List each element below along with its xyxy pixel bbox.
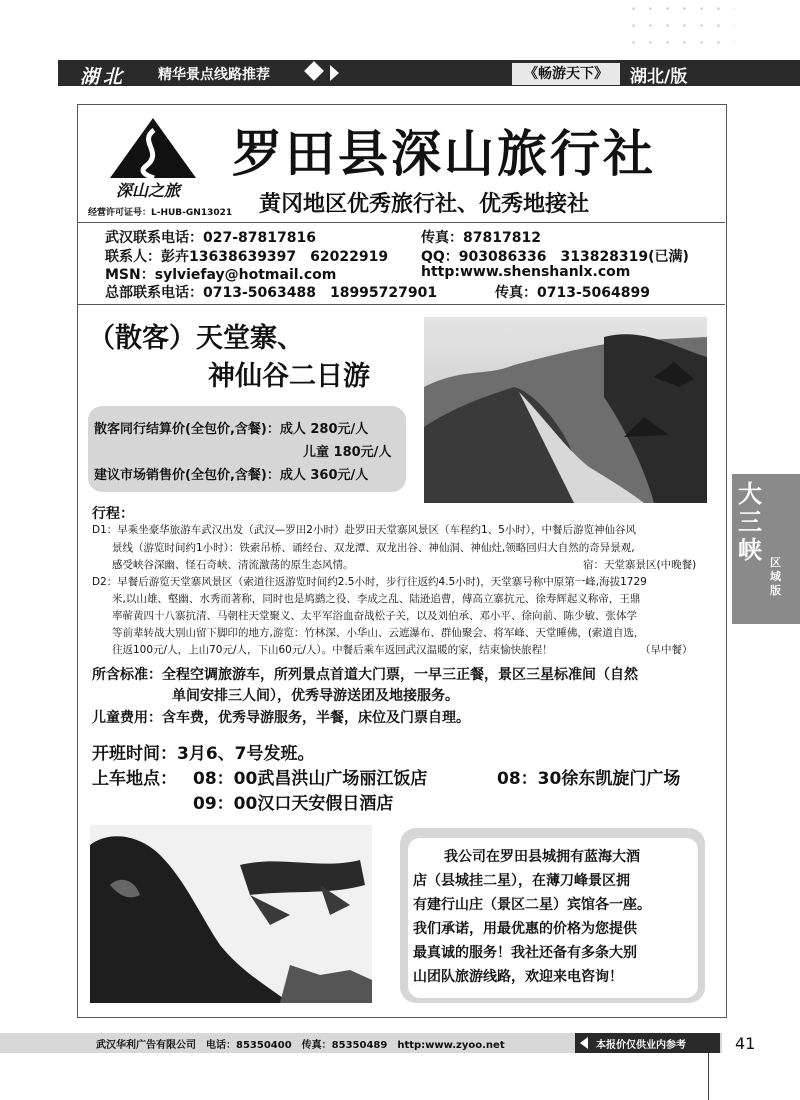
- divider: [77, 304, 725, 305]
- agency-name: 罗田县深山旅行社: [232, 124, 656, 183]
- included-standard: 单间安排三人间），优秀导游送团及地接服务。: [172, 688, 459, 704]
- footer-company: 武汉华利广告有限公司 电话：85350400 传真：85350489 http:www.zyoo.net: [96, 1040, 505, 1051]
- wuhan-phone: 武汉联系电话：027-87817816: [105, 230, 316, 246]
- website: http:www.shenshanlx.com: [421, 264, 631, 280]
- fax: 传真：87817812: [421, 230, 541, 246]
- side-tab-subtitle: 区域版: [770, 556, 781, 597]
- pickup-label: 上车地点：: [92, 769, 177, 789]
- itinerary-line: D1：早乘坐豪华旅游车武汉出发（武汉—罗田2小时）赴罗田天堂寨风景区（车程约1、5小时），中餐后游览神仙谷风: [92, 524, 637, 536]
- header-publication: 《畅游天下》: [512, 63, 620, 85]
- arrow-icon: [580, 1037, 588, 1049]
- price-line: 儿童 180元/人: [303, 445, 392, 460]
- departure-schedule: 开班时间：3月6、7号发班。: [92, 744, 315, 764]
- price-line: 建议市场销售价(全包价,含餐)：成人 360元/人: [94, 468, 369, 483]
- notice-line: 我们承诺，用最优惠的价格为您提供: [413, 921, 637, 937]
- decorative-dots: [625, 0, 735, 56]
- side-tab-title: 大三峡: [738, 479, 762, 564]
- pickup-location: 08：30徐东凯旋门广场: [497, 769, 681, 789]
- included-standard: 所含标准：全程空调旅游车，所列景点首道大门票，一早三正餐，景区三星标准间（自然: [92, 667, 638, 683]
- header-tagline: 精华景点线路推荐: [158, 67, 270, 83]
- notice-line: 山团队旅游线路，欢迎来电咨询！: [413, 969, 623, 985]
- itinerary-stay: 宿：天堂寨景区(中晚餐): [583, 559, 697, 571]
- price-line: 散客同行结算价(全包价,含餐)：成人 280元/人: [94, 422, 369, 437]
- msn: MSN：sylviefay@hotmail.com: [105, 267, 337, 283]
- qq: QQ：903086336 313828319(已满): [421, 249, 689, 265]
- itinerary-heading: 行程：: [92, 506, 134, 522]
- pickup-location: 09：00汉口天安假日酒店: [193, 794, 394, 814]
- pickup-location: 08：00武昌洪山广场丽江饭店: [193, 769, 428, 789]
- notice-line: 店（县城挂二星），在薄刀峰景区拥: [413, 873, 630, 889]
- logo-text: 深山之旅: [116, 181, 181, 200]
- itinerary-line: 米,以山雄、壑幽、水秀而著称，同时也是鸠鹚之役、李成之乱、陆逊追曹，傅高立寨抗元、徐寿辉起义称帝，王鼎: [112, 593, 641, 605]
- page-number: 41: [735, 1034, 756, 1053]
- contact-person: 联系人：彭卉13638639397 62022919: [105, 249, 389, 265]
- hq-phone: 总部联系电话：0713-5063488 18995727901: [105, 285, 438, 301]
- notice-line: 有建行山庄（景区二星）宾馆各一座。: [413, 897, 651, 913]
- itinerary-line: 等前辈转战大别山留下脚印的地方,游览：竹林深、小华山、云遮瀑布、群仙聚会、将军峰、天堂睡佛，(索道自选，: [112, 627, 645, 639]
- itinerary-line: 感受峡谷深幽、怪石奇峡、清流激荡的原生态风情。: [112, 559, 354, 571]
- child-fees: 儿童费用：含车费，优秀导游服务，半餐，床位及门票自理。: [92, 710, 470, 726]
- arrow-icon: [330, 65, 339, 81]
- itinerary-meal: （早中餐）: [640, 644, 693, 656]
- agency-subtitle: 黄冈地区优秀旅行社、优秀地接社: [259, 191, 590, 217]
- header-edition: 湖北/版: [630, 67, 688, 87]
- license-number: 经营许可证号：L-HUB-GN13021: [88, 208, 233, 218]
- notice-line: 最真诚的服务！我社还备有多条大别: [413, 945, 637, 961]
- itinerary-line: 率蕲黄四十八寨抗清、马朝柱天堂聚义、太平军浴血奋战松子关，以及刘伯承、邓小平、徐向前、陈少敏、张体学: [112, 610, 637, 622]
- divider: [77, 222, 725, 223]
- tour-title-line2: 神仙谷二日游: [208, 361, 370, 392]
- rock-pine-photo: [90, 825, 372, 1003]
- mountain-ridge-photo: [424, 317, 707, 503]
- tour-title-line1: （散客）天堂寨、: [88, 323, 304, 354]
- header-region: 湖北: [80, 66, 127, 88]
- footer-note: 本报价仅供业内参考: [596, 1040, 686, 1051]
- itinerary-line: D2：早餐后游览天堂寨风景区（索道往返游览时间约2.5小时，步行往返约4.5小时)，天堂寨号称中原第一峰,海拔1729: [92, 576, 647, 588]
- notice-line: 我公司在罗田县城拥有蓝海大酒: [444, 849, 640, 865]
- divider: [708, 1053, 709, 1100]
- itinerary-line: 往返100元/人，上山70元/人，下山60元/人）。中餐后乘车返回武汉温暖的家，结束愉快旅程！: [112, 644, 553, 656]
- mountain-logo-icon: [108, 116, 198, 180]
- itinerary-line: 景线（游览时间约1小时）：铁索吊桥、诵经台、双龙潭、双龙出谷、神仙洞、神仙灶,领略回归大自然的奇异景观,: [112, 542, 635, 554]
- hq-fax: 传真：0713-5064899: [495, 285, 650, 301]
